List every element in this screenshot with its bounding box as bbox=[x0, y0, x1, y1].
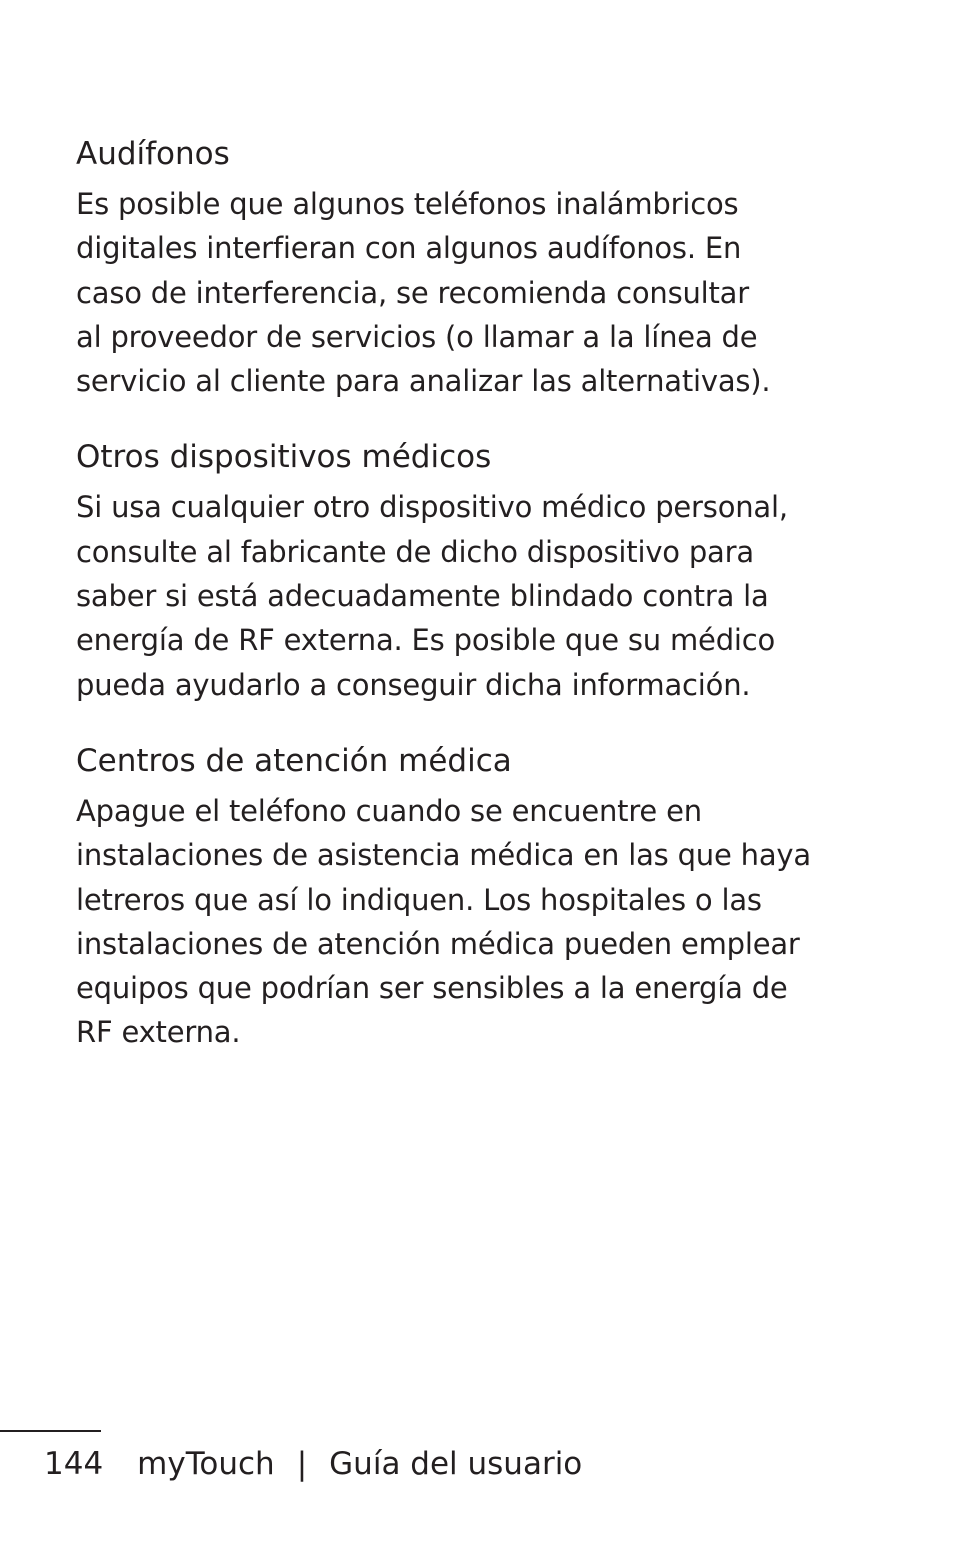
footer-separator: | bbox=[296, 1446, 308, 1482]
section-body: Apague el teléfono cuando se encuentre en instalaciones de asistencia médica en las que haya letreros que así lo indiquen. Los hospitales o las instalaciones de atención médica pueden emplear equipos que podrían ser sensibles a la energía de RF externa. bbox=[76, 793, 811, 1050]
section-audifonos bbox=[76, 130, 856, 403]
section-centros-atencion bbox=[76, 737, 856, 1055]
footer-rule bbox=[0, 1430, 101, 1432]
section-otros-dispositivos bbox=[76, 433, 856, 706]
section-body: Si usa cualquier otro dispositivo médico personal, consulte al fabricante de dicho dispositivo para saber si está adecuadamente blindado contra la energía de RF externa. Es posible que su médico pueda ayudarlo a conseguir dicha información. bbox=[76, 490, 788, 702]
page-number: 144 bbox=[44, 1446, 104, 1482]
section-heading: Centros de atención médica bbox=[76, 742, 512, 779]
section-heading: Audífonos bbox=[76, 136, 230, 172]
page-footer bbox=[44, 1442, 582, 1486]
section-body: Es posible que algunos teléfonos inalámbricos digitales interfieran con algunos audífonos. En caso de interferencia, se recomienda consultar al proveedor de servicios (o llamar a la línea de servicio al cliente para analizar las alternativas). bbox=[76, 187, 771, 399]
footer-guide-title: Guía del usuario bbox=[329, 1446, 583, 1482]
section-heading: Otros dispositivos médicos bbox=[76, 439, 492, 476]
page-content bbox=[76, 130, 856, 1055]
footer-product: myTouch bbox=[137, 1446, 275, 1482]
